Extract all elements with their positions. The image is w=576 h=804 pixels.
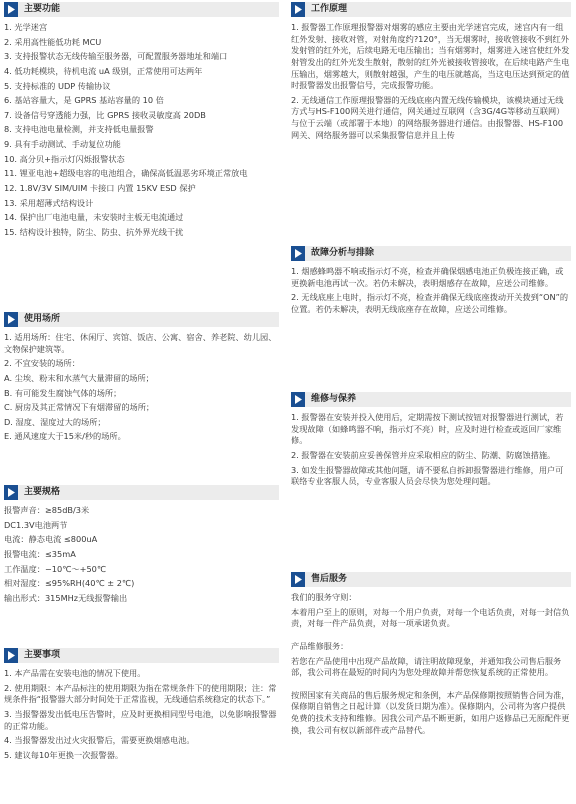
list-item: 2. 无线底座上电时，指示灯不亮，检查并确保无线底座拨动开关拨到“ON”的位置。若仍未解决，表明无线底座存在故障，应送公司维修。 [291, 292, 569, 314]
spec-row: 相对湿度：≤95%RH(40℃ ± 2℃) [4, 578, 135, 589]
principle-section [291, 2, 571, 144]
list-item: 2. 采用高性能低功耗 MCU [4, 36, 102, 47]
list-item: C. 厨房及其正常情况下有烟滞留的场所； [4, 402, 155, 413]
specs-list [4, 505, 279, 604]
list-item: 1. 本产品需在安装电池的情况下使用。 [4, 668, 146, 678]
notes-list [4, 668, 279, 761]
features-section [4, 2, 279, 242]
list-item: 11. 锂亚电池+超级电容的电池组合，确保高低温恶劣环境正常放电 [4, 168, 248, 179]
list-item: 2. 使用期限：本产品标注的使用期限为指在常规条件下的使用期限；注：常规条件指“报警器大部分时间处于正常监视，无线通信系统稳定的状态下。” [4, 682, 277, 705]
spec-row: DC1.3V电池两节 [4, 519, 68, 530]
list-item: D. 湿度、湿度过大的场所； [4, 416, 106, 427]
list-item: 9. 具有手动测试、手动复位功能 [4, 139, 121, 150]
specs-section [4, 485, 279, 607]
list-item: 2. 报警器在安装前应妥善保管并应采取相应的防尘、防潮、防腐蚀措施。 [291, 449, 556, 460]
section-title: 使用场所 [24, 314, 61, 325]
section-title: 主要功能 [24, 4, 61, 15]
arrow-right-icon [291, 246, 305, 261]
list-item: A. 尘埃、粉末和水蒸气大量滞留的场所； [4, 372, 154, 383]
list-item: 13. 采用超薄式结构设计 [4, 197, 94, 208]
list-item: 6. 基站容量大，是 GPRS 基站容量的 10 倍 [4, 95, 164, 106]
list-item: 4. 当报警器发出过火灾报警后，需要更换烟感电池。 [4, 735, 195, 746]
features-list [4, 22, 279, 239]
section-header [4, 485, 279, 500]
section-header [291, 392, 571, 407]
list-item: 1. 报警器工作原理报警器对烟雾的感应主要由光学迷宫完成，迷宫内有一组红外发射、接收对管，对射角度约?120°，当无烟雾时，接收管接收不到红外发射管的红外光，后续电路无电压输出；当有烟雾时，烟雾进入迷宫使红外发射管发出的红外光发生散射，散射的红外光被接收管接收，在后续电路产生电压输出，烟雾越大，则散射越强，产生的电压就越高，当这电压达到预定的值时报警器发出报警信号，完成报警功能。 [291, 22, 570, 91]
list-item: 1. 烟感蜂鸣器不响或指示灯不亮，检查并确保烟感电池正负极连接正确，或更换新电池再试一次。若仍未解决，表明烟感存在故障，应送公司维修。 [291, 266, 564, 288]
spec-row: 工作温度：−10℃～+50℃ [4, 563, 107, 574]
maintenance-list [291, 412, 571, 488]
list-item: 12. 1.8V/3V SIM/UIM 卡接口 内置 15KV ESD 保护 [4, 183, 196, 194]
section-title: 售后服务 [311, 574, 348, 585]
section-title: 主要事项 [24, 650, 61, 661]
list-item: 3. 支持报警状态无线传输至服务器，可配置服务器地址和端口 [4, 51, 228, 62]
service-section [291, 572, 571, 739]
arrow-right-icon [291, 392, 305, 407]
spec-row: 输出形式：315MHz无线报警输出 [4, 592, 128, 603]
maintenance-section [291, 392, 571, 491]
spec-row: 电流：静态电流 ≤800uA [4, 534, 98, 545]
repair-text: 若您在产品使用中出现产品故障，请注明故障现象，并通知我公司售后服务部，我公司将在最短的时间内为您处理故障并帮您恢复系统的正常使用。 [291, 655, 562, 678]
list-item: 3. 当报警器发出低电压告警时，应及时更换相同型号电池，以免影响报警器的正常功能。 [4, 708, 277, 731]
section-header [291, 2, 571, 17]
section-title: 维修与保养 [311, 394, 357, 405]
section-title: 故障分析与排除 [311, 248, 375, 259]
list-item: 15. 结构设计独特，防尘、防虫、抗外界光线干扰 [4, 226, 184, 237]
list-item: 14. 保护出厂电池电量，未安装时主板无电流通过 [4, 212, 184, 223]
list-item: 8. 支持电池电量检测，并支持低电量报警 [4, 124, 154, 135]
list-item: 3. 如发生报警器故障或其他问题，请不要私自拆卸报警器进行维修，用户可联络专业客服人员，专业客服人员会尽快为您处理问题。 [291, 464, 564, 487]
list-item: 5. 支持标准的 UDP 传输协议 [4, 80, 111, 91]
list-item: E. 通风速度大于15米/秒的场所。 [4, 431, 126, 442]
list-item: 1. 报警器在安装并投入使用后，定期需按下测试按钮对报警器进行测试，若发现故障（如蜂鸣器不响，指示灯不亮）时，应及时进行检查或返回厂家维修。 [291, 412, 564, 446]
section-header [4, 312, 279, 327]
arrow-right-icon [291, 2, 305, 17]
arrow-right-icon [291, 572, 305, 587]
unsuitable-list [4, 373, 279, 443]
spec-row: 报警电流：≤35mA [4, 548, 76, 559]
section-title: 主要规格 [24, 487, 61, 498]
notes-section [4, 648, 279, 764]
section-header [4, 648, 279, 663]
list-item: 1. 光学迷宫 [4, 22, 48, 32]
principle-list [291, 22, 571, 141]
section-title: 工作原理 [311, 4, 348, 15]
list-item: 10. 高分贝+指示灯闪烁报警状态 [4, 153, 125, 164]
section-header [291, 246, 571, 261]
spec-row: 报警声音：≥85dB/3米 [4, 505, 90, 515]
warranty-text: 按照国家有关商品的售后服务规定和条例，本产品保修期按照销售合同为准，保修期自销售之日起计算（以发货日期为准）。保修期内，公司将为客户提供免费的技术支持和维修。因我公司产品不断更新，如用户返修品已无原配件更换，我公司有权以新部件或产品替代。 [291, 689, 570, 735]
troubleshooting-list [291, 266, 571, 316]
unsuitable-title: 2. 不宜安装的场所： [4, 358, 80, 369]
service-tenet-title: 我们的服务守则： [291, 592, 357, 602]
arrow-right-icon [4, 648, 18, 663]
list-item: 5. 建议每10年更换一次报警器。 [4, 749, 124, 760]
troubleshooting-section [291, 246, 571, 319]
list-item: 7. 设备信号穿透能力强，比 GPRS 接收灵敏度高 20DB [4, 109, 206, 120]
suitable-places: 1. 适用场所：住宅、休闲厅、宾馆、饭店、公寓、宿舍、养老院、幼儿园、文物保护建筑等。 [4, 332, 277, 354]
list-item: B. 有可能发生腐蚀气体的场所； [4, 387, 122, 398]
repair-title: 产品维修服务： [291, 640, 349, 651]
list-item: 2. 无线通信工作原理报警器的无线底座内置无线传输模块，该模块通过无线方式与HS-F100网关进行通信，网关通过互联网（含3G/4G等移动互联网）与位于云端（或部署于本地）的网络服务器进行通信。由报警器、HS-F100网关、网络服务器可以采集报警信息并且上传 [291, 94, 565, 140]
section-header [4, 2, 279, 17]
list-item: 4. 低功耗模块，待机电流 uA 级别，正常使用可达两年 [4, 65, 203, 76]
section-header [291, 572, 571, 587]
service-tenet: 本着用户至上的原则，对每一个用户负责，对每一个电话负责，对每一封信负责，对每一件产品负责，对每一项承诺负责。 [291, 606, 570, 629]
usage-section [4, 312, 279, 446]
arrow-right-icon [4, 312, 18, 327]
arrow-right-icon [4, 2, 18, 17]
arrow-right-icon [4, 485, 18, 500]
